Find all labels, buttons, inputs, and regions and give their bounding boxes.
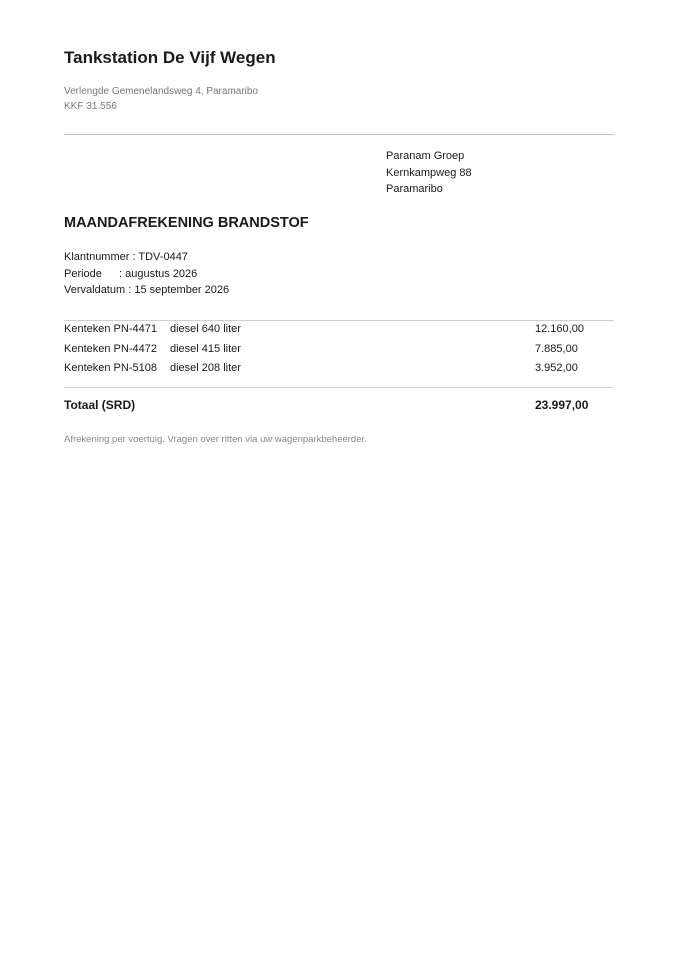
meta-row-vervaldatum <box>64 282 229 299</box>
line-item <box>64 362 614 382</box>
total-label: Totaal (SRD) <box>64 398 136 412</box>
vervaldatum-label: Vervaldatum <box>64 284 126 296</box>
line-plate: Kenteken PN-4472 <box>64 342 157 355</box>
line-fuel: diesel 208 liter <box>170 362 241 374</box>
total-divider <box>64 387 614 388</box>
periode-value: : augustus 2026 <box>119 267 198 280</box>
recipient-street: Kernkampweg 88 <box>386 166 472 179</box>
company-name: Tankstation De Vijf Wegen <box>64 48 276 67</box>
periode-label: Periode <box>64 267 102 280</box>
company-address: Verlengde Gemenelandsweg 4, Paramaribo <box>64 86 259 97</box>
vervaldatum-value: : 15 september 2026 <box>128 284 230 296</box>
line-plate: Kenteken PN-5108 <box>64 362 157 374</box>
klantnummer-value: : TDV-0447 <box>132 251 188 263</box>
invoice-meta <box>64 249 229 299</box>
line-amount: 7.885,00 <box>535 342 578 355</box>
footnote: Afrekening per voertuig. Vragen over ritten via uw wagenparkbeheerder. <box>64 434 367 445</box>
lines-top-divider <box>64 320 614 321</box>
line-item <box>64 323 614 343</box>
line-fuel: diesel 640 liter <box>170 323 241 335</box>
company-kkf-number: KKF 31.556 <box>64 101 117 112</box>
klantnummer-label: Klantnummer <box>64 251 130 263</box>
line-amount: 3.952,00 <box>535 362 578 374</box>
document-title: MAANDAFREKENING BRANDSTOF <box>64 215 309 231</box>
recipient-address-block <box>386 148 472 198</box>
recipient-name: Paranam Groep <box>386 150 465 162</box>
line-amount: 12.160,00 <box>535 323 584 335</box>
line-item <box>64 343 614 363</box>
total-amount: 23.997,00 <box>535 398 589 412</box>
recipient-city: Paramaribo <box>386 183 443 195</box>
line-fuel: diesel 415 liter <box>170 342 241 355</box>
invoice-lines <box>64 323 614 382</box>
meta-row-klantnummer <box>64 249 229 266</box>
header-divider <box>64 134 614 135</box>
meta-row-periode <box>64 266 229 283</box>
line-plate: Kenteken PN-4471 <box>64 323 157 335</box>
